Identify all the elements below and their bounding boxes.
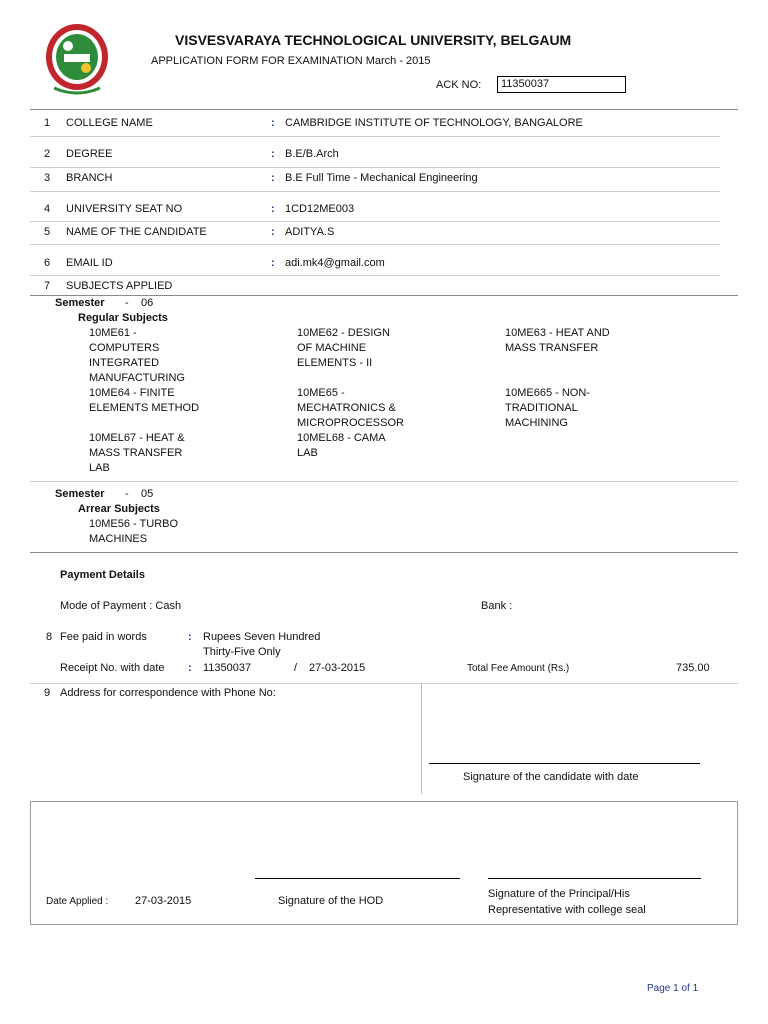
semester-value: 05 <box>141 488 154 500</box>
payment-heading: Payment Details <box>60 569 145 581</box>
principal-signature-label: Signature of the Principal/His Representative with college seal <box>488 888 646 916</box>
field-num: 4 <box>44 203 51 215</box>
field-label-degree: DEGREE <box>66 148 113 160</box>
semester-dash: - <box>125 488 129 500</box>
divider <box>30 552 738 553</box>
divider <box>30 244 720 245</box>
subject-item: 10ME63 - HEAT AND MASS TRANSFER <box>505 327 610 354</box>
field-num: 5 <box>44 226 51 238</box>
ack-number-box: 11350037 <box>497 76 626 93</box>
field-colon: : <box>188 631 192 643</box>
field-label-college: COLLEGE NAME <box>66 117 153 129</box>
field-value-email: adi.mk4@gmail.com <box>285 257 385 269</box>
hod-signature-label: Signature of the HOD <box>278 895 384 907</box>
field-colon: : <box>271 148 275 160</box>
subject-item: 10MEL68 - CAMA LAB <box>297 432 386 459</box>
field-value-degree: B.E/B.Arch <box>285 148 339 160</box>
subject-item: 10ME64 - FINITE ELEMENTS METHOD <box>89 387 200 414</box>
payment-mode: Mode of Payment : Cash <box>60 600 182 612</box>
field-label-branch: BRANCH <box>66 172 113 184</box>
field-colon: : <box>271 117 275 129</box>
field-label-subjects: SUBJECTS APPLIED <box>66 280 173 292</box>
field-label-seat-no: UNIVERSITY SEAT NO <box>66 203 183 215</box>
divider <box>30 295 738 296</box>
receipt-number: 11350037 <box>203 662 252 674</box>
subject-item: 10ME65 - MECHATRONICS & MICROPROCESSOR <box>297 387 404 429</box>
field-num: 7 <box>44 280 51 292</box>
regular-subjects-heading: Regular Subjects <box>78 312 168 324</box>
field-num: 2 <box>44 148 51 160</box>
candidate-signature-line <box>429 763 700 764</box>
divider <box>30 109 738 110</box>
field-value-branch: B.E Full Time - Mechanical Engineering <box>285 172 478 184</box>
fee-label: Fee paid in words <box>60 631 147 643</box>
field-label-email: EMAIL ID <box>66 257 113 269</box>
divider <box>30 167 720 168</box>
subject-item: 10MEL67 - HEAT & MASS TRANSFER LAB <box>89 432 185 474</box>
semester-value: 06 <box>141 297 154 309</box>
arrear-subjects-heading: Arrear Subjects <box>78 503 160 515</box>
date-applied-value: 27-03-2015 <box>135 895 192 907</box>
divider <box>30 191 720 192</box>
subject-item: 10ME56 - TURBO MACHINES <box>89 518 179 545</box>
date-applied-label: Date Applied : <box>46 896 109 907</box>
form-title: APPLICATION FORM FOR EXAMINATION March - 2015 <box>151 55 431 67</box>
semester-label: Semester <box>55 488 105 500</box>
subject-item: 10ME62 - DESIGN OF MACHINE ELEMENTS - II <box>297 327 390 369</box>
receipt-date: 27-03-2015 <box>309 662 366 674</box>
field-label-candidate: NAME OF THE CANDIDATE <box>66 226 207 238</box>
university-logo <box>44 22 110 96</box>
receipt-slash: / <box>294 662 298 674</box>
fee-words: Rupees Seven Hundred Thirty-Five Only <box>203 631 321 658</box>
field-num: 9 <box>44 687 51 699</box>
address-divider <box>421 684 422 794</box>
semester-dash: - <box>125 297 129 309</box>
university-title: VISVESVARAYA TECHNOLOGICAL UNIVERSITY, BELGAUM <box>175 32 572 48</box>
field-colon: : <box>271 172 275 184</box>
ack-label: ACK NO: <box>436 79 482 91</box>
semester-label: Semester <box>55 297 105 309</box>
principal-signature-line <box>488 878 701 879</box>
field-num: 3 <box>44 172 51 184</box>
divider <box>30 683 738 684</box>
field-num: 1 <box>44 117 51 129</box>
field-colon: : <box>271 257 275 269</box>
field-colon: : <box>271 226 275 238</box>
bank-label: Bank : <box>481 600 513 612</box>
receipt-label: Receipt No. with date <box>60 662 165 674</box>
total-fee-value: 735.00 <box>676 662 710 674</box>
field-value-seat-no: 1CD12ME003 <box>285 203 355 215</box>
divider <box>30 275 720 276</box>
page-number: Page 1 of 1 <box>647 983 699 994</box>
candidate-signature-label: Signature of the candidate with date <box>463 771 639 783</box>
field-colon: : <box>271 203 275 215</box>
field-num: 8 <box>46 631 53 643</box>
field-value-college: CAMBRIDGE INSTITUTE OF TECHNOLOGY, BANGALORE <box>285 117 583 129</box>
divider <box>30 221 720 222</box>
hod-signature-line <box>255 878 460 879</box>
address-label: Address for correspondence with Phone No: <box>60 687 276 699</box>
field-num: 6 <box>44 257 51 269</box>
field-colon: : <box>188 662 192 674</box>
total-fee-label: Total Fee Amount (Rs.) <box>467 663 570 674</box>
divider <box>30 136 720 137</box>
subject-item: 10ME61 - COMPUTERS INTEGRATED MANUFACTURING <box>89 327 185 384</box>
field-value-candidate: ADITYA.S <box>285 226 335 238</box>
subject-item: 10ME665 - NON-TRADITIONAL MACHINING <box>505 387 590 429</box>
divider <box>30 481 738 482</box>
